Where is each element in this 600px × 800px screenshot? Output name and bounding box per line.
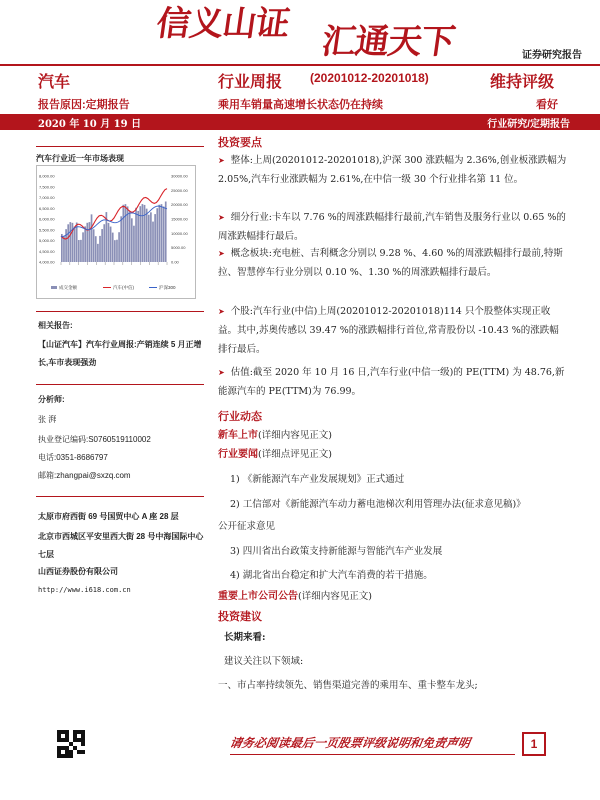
news-item-4: 4) 湖北省出台稳定和扩大汽车消费的若干措施。 xyxy=(230,570,433,581)
new-car-note: (详细内容见正文) xyxy=(258,430,332,441)
y-left-tick: 4,000.00 xyxy=(39,259,55,265)
arrow-icon: ➤ xyxy=(218,249,225,258)
address-beijing: 北京市西城区平安里西大街 28 号中海国际中心七层 xyxy=(38,532,204,559)
legend-volume: 成交金额 xyxy=(59,285,77,290)
volume-bar xyxy=(148,215,150,262)
arrow-icon: ➤ xyxy=(218,368,225,377)
legend-auto: 汽车(中信) xyxy=(113,285,134,290)
bullet-stocks xyxy=(218,302,568,359)
volume-bar xyxy=(122,205,124,262)
company-announce-row xyxy=(218,587,372,606)
y-left-tick: 7,000.00 xyxy=(39,195,55,200)
news-item-2: 2) 工信部对《新能源汽车动力蓄电池梯次利用管理办法(征求意见稿)》 xyxy=(230,499,526,510)
industry-news-row xyxy=(218,445,332,464)
y-right-tick: 15000.00 xyxy=(171,216,188,222)
volume-bar xyxy=(118,232,120,262)
industry-news-label: 行业要闻 xyxy=(218,449,258,460)
bullet-subsector xyxy=(218,208,568,246)
qr-code xyxy=(57,730,85,758)
news-item-1: 1) 《新能源汽车产业发展规划》正式通过 xyxy=(230,474,405,485)
analyst-email[interactable]: 邮箱:zhangpai@sxzq.com xyxy=(38,471,131,480)
volume-bar xyxy=(82,232,84,262)
bullet-text: 个股:汽车行业(中信)上周(20201012-20201018)114 只个股整体实现正收益。其中,苏奥传感以 39.47 %的涨跌幅排行首位,常青股份以 -10.43 %的涨跌幅排行最后。 xyxy=(218,306,559,355)
new-car-label: 新车上市 xyxy=(218,430,258,441)
company-announce-label: 重要上市公司公告 xyxy=(218,591,298,602)
news-item-3: 3) 四川省出台政策支持新能源与智能汽车产业发展 xyxy=(230,546,443,557)
volume-bar xyxy=(101,229,103,262)
brand-tag: 证券研究报告 xyxy=(522,50,582,61)
y-right-tick: 20000.00 xyxy=(171,202,188,208)
y-left-tick: 7,500.00 xyxy=(39,184,55,190)
y-right-tick: 10000.00 xyxy=(171,230,188,236)
report-subtitle: 乘用车销量高速增长状态仍在持续 xyxy=(218,99,383,111)
volume-bar xyxy=(152,222,154,262)
y-left-tick: 5,500.00 xyxy=(39,227,55,233)
volume-bar xyxy=(76,222,78,262)
invest-advice-heading: 投资建议 xyxy=(218,611,262,623)
date-bar xyxy=(0,114,600,130)
volume-bar xyxy=(114,240,116,262)
volume-bar xyxy=(67,224,69,262)
volume-bar xyxy=(80,240,82,262)
volume-bar xyxy=(129,211,131,262)
bullet-text: 整体:上周(20201012-20201018),沪深 300 涨跌幅为 2.36%,创业板涨跌幅为 2.05%,汽车行业涨跌幅为 2.61%,在中信一级 30 个行业排名第 11 位。 xyxy=(218,155,567,185)
y-right-tick: 5000.00 xyxy=(171,245,186,251)
industry-dynamics-heading: 行业动态 xyxy=(218,411,262,423)
volume-bar xyxy=(165,202,167,262)
analyst-phone: 电话:0351-8686797 xyxy=(38,453,108,462)
company-announce-note: (详细内容见正文) xyxy=(298,591,372,602)
volume-bar xyxy=(112,233,114,262)
legend-swatch-volume xyxy=(51,286,57,289)
volume-bar xyxy=(84,226,86,262)
volume-bar xyxy=(108,223,110,262)
volume-bar xyxy=(135,208,137,262)
y-left-tick: 5,000.00 xyxy=(39,238,55,243)
volume-bar xyxy=(159,205,161,262)
industry-news-note: (详细点评见正文) xyxy=(258,449,332,460)
volume-bar xyxy=(144,205,146,262)
y-left-tick: 6,500.00 xyxy=(39,205,55,211)
legend-hs300: 沪深300 xyxy=(159,285,176,290)
sector-label: 汽车 xyxy=(38,74,71,91)
market-chart-svg xyxy=(37,166,195,298)
arrow-icon: ➤ xyxy=(218,307,225,316)
news-item-2-cont: 公开征求意见 xyxy=(218,521,276,532)
footer-disclaimer: 请务必阅读最后一页股票评级说明和免责声明 xyxy=(228,736,472,750)
new-car-row xyxy=(218,426,332,445)
y-left-tick: 4,500.00 xyxy=(39,248,55,254)
analyst-heading: 分析师: xyxy=(38,395,65,404)
related-heading: 相关报告: xyxy=(38,321,73,330)
invest-points-heading: 投资要点 xyxy=(218,137,262,149)
bullet-concept xyxy=(218,244,568,282)
volume-bar xyxy=(110,227,112,262)
advice-item-1: 一、市占率持续领先、销售渠道完善的乘用车、重卡整车龙头; xyxy=(218,680,478,691)
volume-bar xyxy=(69,222,71,262)
volume-bar xyxy=(116,240,118,262)
sidebar-divider-3 xyxy=(36,496,204,497)
y-right-tick: 25000.00 xyxy=(171,187,188,193)
report-category: 行业研究/定期报告 xyxy=(487,119,570,130)
volume-bar xyxy=(91,214,93,262)
volume-bar xyxy=(146,209,148,262)
volume-bar xyxy=(139,206,141,262)
slogan-part1: 信义山证 xyxy=(153,4,292,44)
sidebar-divider-2 xyxy=(36,384,204,385)
arrow-icon: ➤ xyxy=(218,156,225,165)
company-website[interactable]: http://www.i618.com.cn xyxy=(38,586,131,594)
reason-label: 报告原因: xyxy=(38,99,86,111)
market-chart xyxy=(36,165,196,299)
chart-title: 汽车行业近一年市场表现 xyxy=(36,154,124,163)
volume-bar xyxy=(93,229,95,262)
volume-bar xyxy=(137,211,139,262)
analyst-license: 执业登记编码:S0760519110002 xyxy=(38,435,151,444)
bullet-valuation xyxy=(218,363,568,401)
volume-bar xyxy=(133,226,135,262)
volume-bar xyxy=(78,240,80,262)
page-number: 1 xyxy=(522,732,546,756)
company-name: 山西证券股份有限公司 xyxy=(38,567,118,576)
report-type: 行业周报 xyxy=(218,74,283,91)
volume-bar xyxy=(163,206,165,262)
volume-bar xyxy=(156,208,158,262)
volume-bar xyxy=(74,226,76,262)
report-period: (20201012-20201018) xyxy=(310,71,429,85)
slogan-part2: 汇通天下 xyxy=(319,22,457,62)
bullet-text: 概念板块:充电桩、吉利概念分别以 9.28 %、4.60 %的周涨跌幅排行最前,特斯拉、智慧停车行业分别以 0.10 %、1.30 %的周涨跌幅排行最后。 xyxy=(218,248,563,278)
address-taiyuan: 太原市府西街 69 号国贸中心 A 座 28 层 xyxy=(38,512,179,521)
volume-bar xyxy=(150,212,152,262)
rating: 维持评级 xyxy=(490,74,555,91)
volume-bar xyxy=(63,236,65,262)
y-right-tick: 30000.00 xyxy=(171,173,188,179)
volume-bar xyxy=(89,222,91,262)
volume-bar xyxy=(61,234,63,262)
volume-bar xyxy=(99,236,101,262)
volume-bar xyxy=(154,214,156,262)
volume-bar xyxy=(120,216,122,262)
y-left-tick: 8,000.00 xyxy=(39,173,55,179)
header-divider xyxy=(0,64,600,66)
sidebar-divider-top xyxy=(36,146,204,147)
volume-bar xyxy=(86,223,88,262)
y-right-tick: 0.00 xyxy=(171,259,179,265)
long-term-label: 长期来看: xyxy=(224,632,266,643)
volume-bar xyxy=(95,236,97,262)
report-date: 2020 年 10 月 19 日 xyxy=(38,119,142,130)
volume-bar xyxy=(103,224,105,262)
reason-value: 定期报告 xyxy=(85,99,130,111)
y-left-tick: 6,000.00 xyxy=(39,216,55,222)
volume-bar xyxy=(161,204,163,262)
volume-bar xyxy=(142,204,144,262)
sidebar-divider-1 xyxy=(36,311,204,312)
analyst-name: 张 湃 xyxy=(38,415,57,424)
footer-divider xyxy=(230,754,515,755)
volume-bar xyxy=(131,218,133,262)
outlook: 看好 xyxy=(536,99,558,111)
volume-bar xyxy=(125,204,127,262)
bullet-text: 估值:截至 2020 年 10 月 16 日,汽车行业(中信一级)的 PE(TTM) 为 48.76,新能源汽车的 PE(TTM)为 76.99。 xyxy=(218,367,565,397)
advice-intro: 建议关注以下领域: xyxy=(224,656,304,667)
bullet-text: 细分行业:卡车以 7.76 %的周涨跌幅排行最前,汽车销售及服务行业以 0.65 %的周涨跌幅排行最后。 xyxy=(218,212,566,242)
report-reason xyxy=(38,96,130,112)
bullet-overall xyxy=(218,151,568,189)
arrow-icon: ➤ xyxy=(218,213,225,222)
related-report-link[interactable]: 【山证汽车】汽车行业周报:产销连续 5 月正增长,车市表现强劲 xyxy=(38,340,202,367)
volume-bar xyxy=(97,244,99,262)
